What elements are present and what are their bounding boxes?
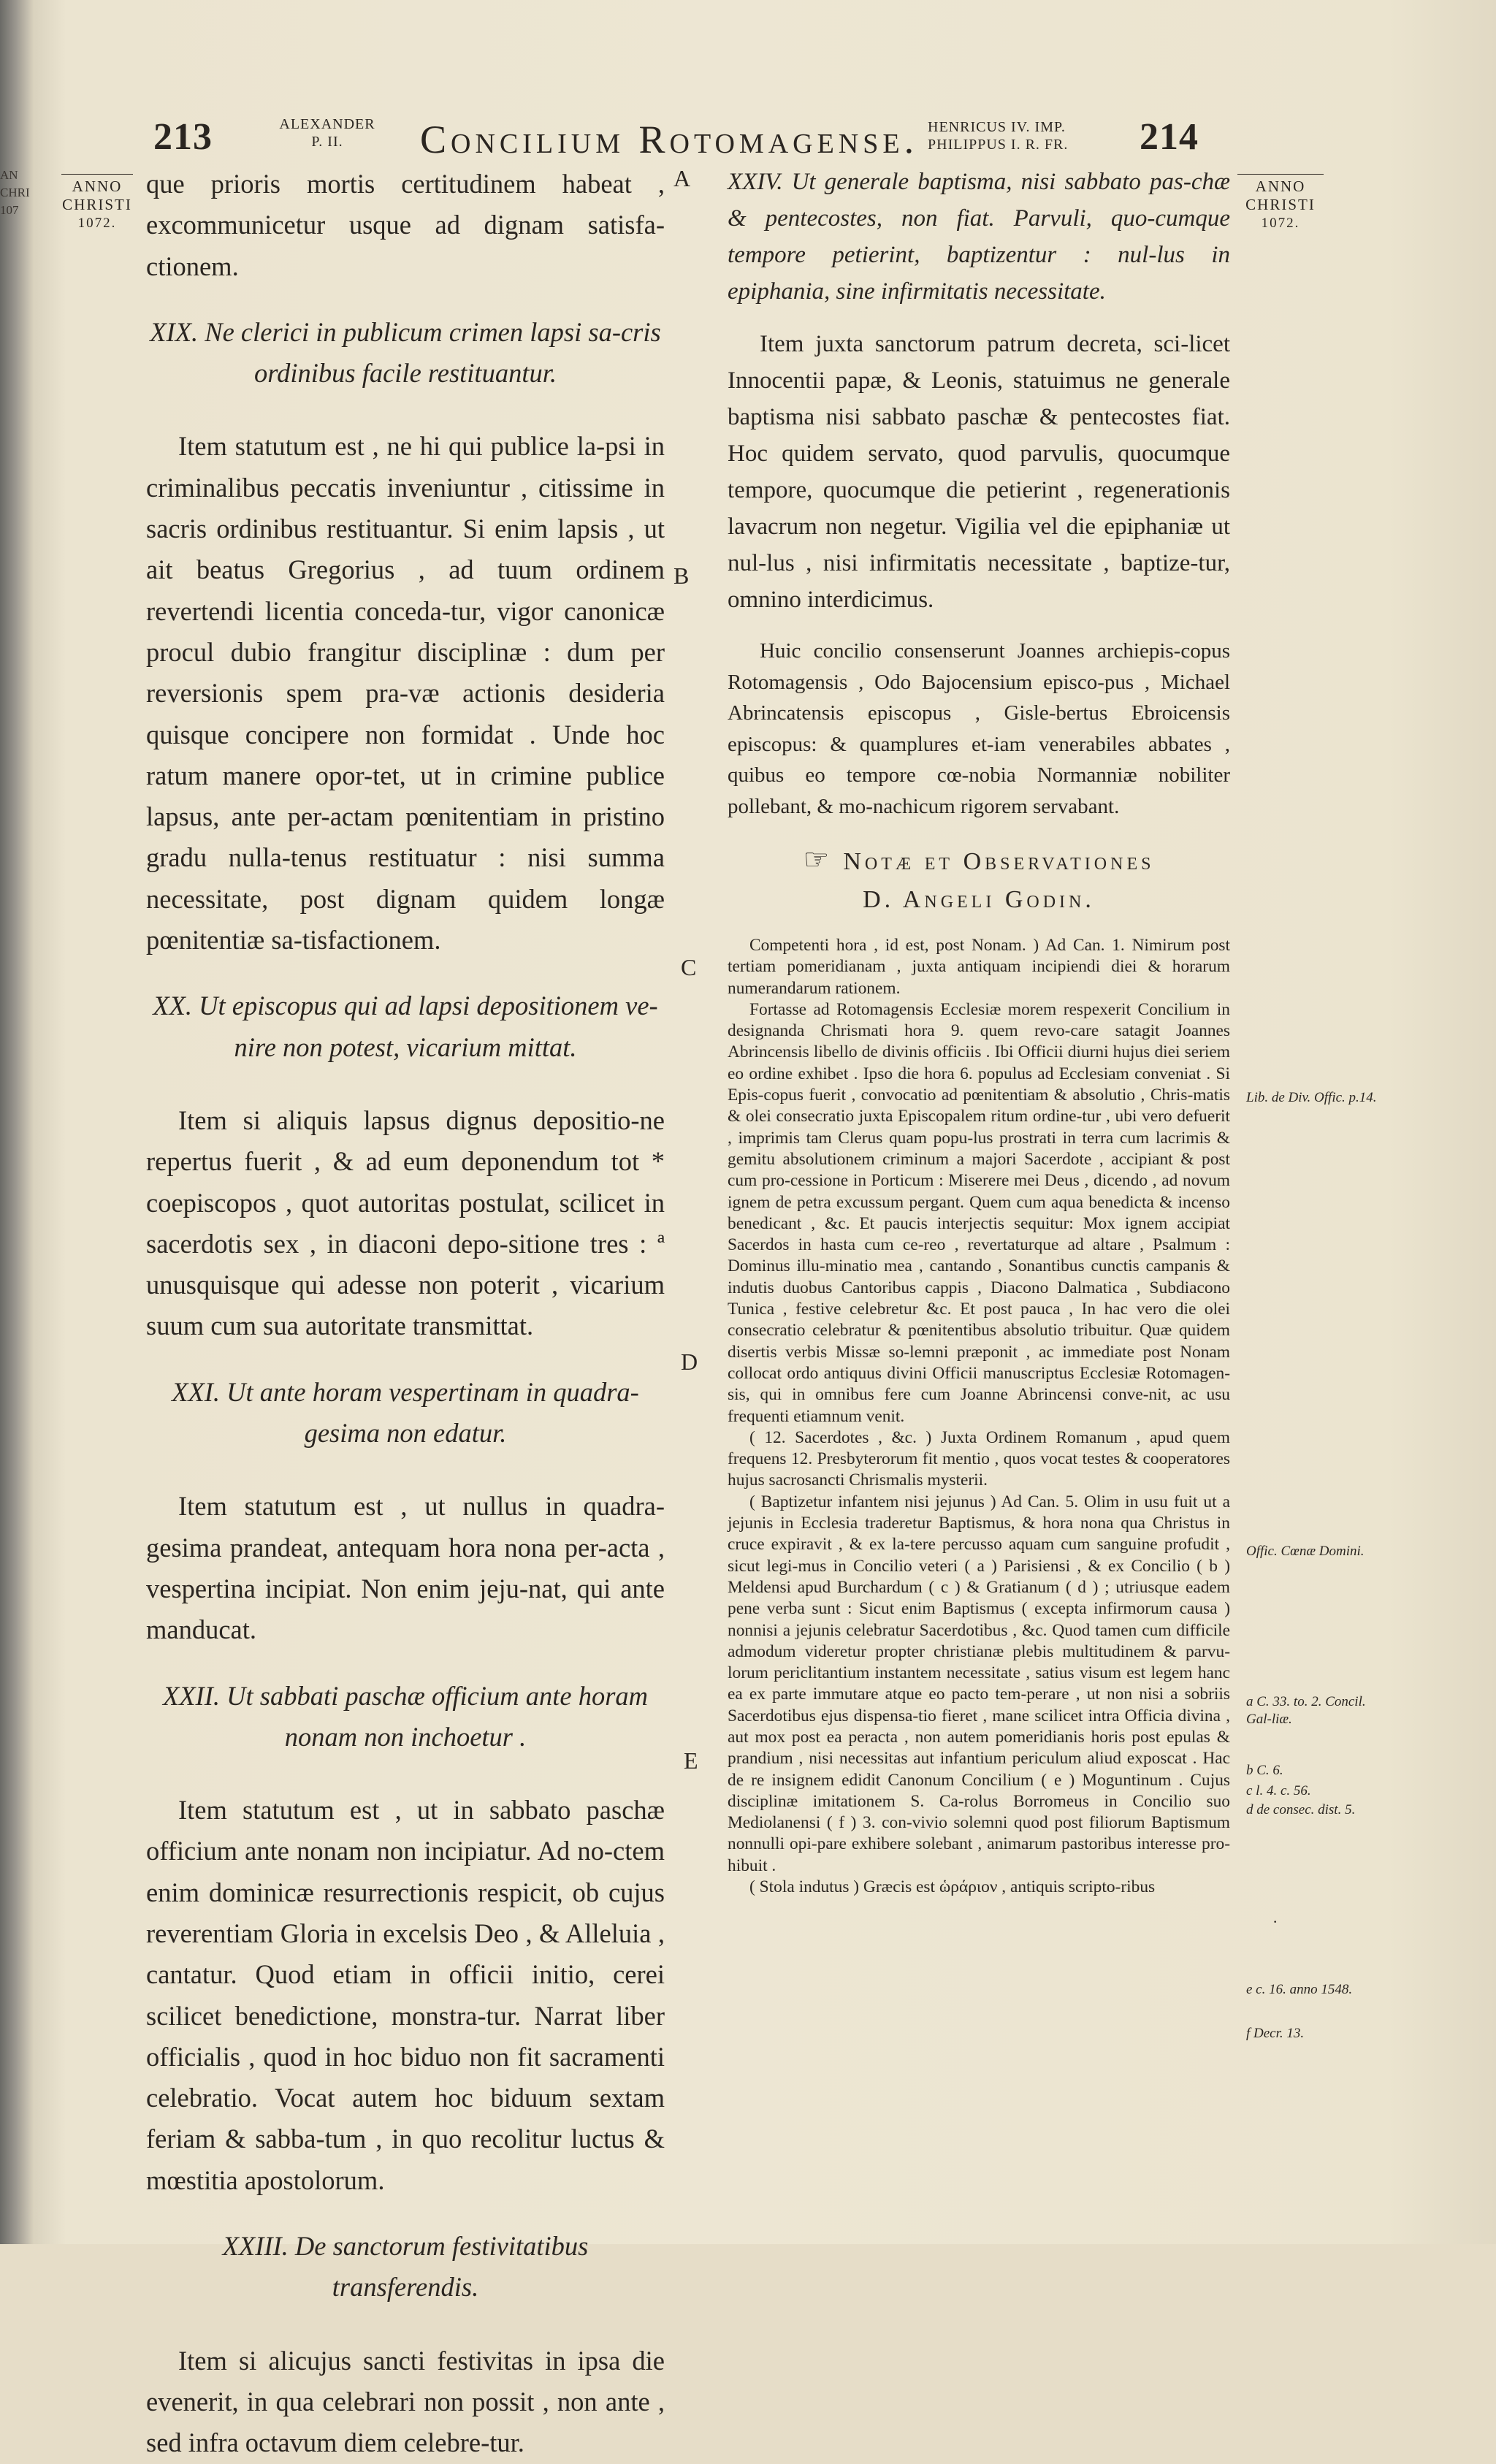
left-pope-label — [269, 115, 386, 150]
running-header — [0, 110, 1496, 161]
canon-heading-xxii: XXII. Ut sabbati paschæ officium ante horam nonam non inchoetur . — [162, 1680, 649, 1752]
king-name: PHILIPPUS I. R. FR. — [928, 137, 1069, 153]
page-title: Concilium Rotomagense. — [420, 118, 919, 161]
section-marker-b: B — [673, 562, 690, 589]
right-emperor-label — [928, 118, 1096, 153]
canon-heading-xx: XX. Ut episcopus qui ad lapsi depositionem ve-nire non potest, vicarium mittat. — [153, 991, 658, 1062]
pointing-hand-icon: ☞ — [803, 843, 833, 876]
side-note: b C. 6. — [1246, 1763, 1283, 1778]
right-page-number: 214 — [1140, 116, 1199, 158]
anno-word: ANNO — [72, 178, 123, 195]
canon-heading-xix: XIX. Ne clerici in publicum crimen lapsi sa-cris ordinibus facile restituantur. — [150, 316, 661, 389]
note-paragraph: Competenti hora , id est, post Nonam. ) Ad Can. 1. Nimirum post tertiam pomeridianam , juxta antiquam incipiendi diei & horarum numerandarum rationem. — [728, 936, 1230, 998]
fragment-line: 107 — [0, 203, 19, 217]
note-paragraph: Fortasse ad Rotomagensis Ecclesiæ morem respexerit Concilium in designanda Chrismati hora 9. quem revo-care satagit Joannes Abrincensis libello de divinis officiis . Ibi Officii diurni hujus diei seriem eo ordine exhibet . Ipso die hora 6. populus ad Ecclesiam conveniat . Si Epis-copus fuerit , convocatio ad pœnitentiam & absolutio , Chris-matis & olei consecratio juxta Episcopalem ritum ordine-tur , ubi vero defuerit , imprimis tam Clerus quam popu-lus prostrati in terra cum lacrimis & gemitu absolutionem criminum a majori Sacerdote , accipiant & post cum pro-cessione in Porticum : Miserere mei Deus , dicendo , ad novum ignem de petra excussum pergant. Quem cum aqua benedicta & incenso benedicant , &c. Et paucis interjectis sequitur: Mox ignem accipiat Sacerdos in hasta cum ce-reo , revertaturque ad altare , Psalmum : Dominus illu-minatio mea , cantando , Sonantibus cunctis campanis & indutis duobus Cantoribus cappis , Diacono Dalmatica , Subdiacono Tunica , festive celebretur &c. Et post pauca , In hac vero die olei consecratio celebratur & pœnitentibus absolutio tribuitur. Quæ quidem disertis verbis Missæ so-lemni præponit , ac immediate post Nonam collocat ordo antiquus divini Officii manuscriptus Ecclesiæ Rotomagen-sis, qui in omnibus fere cum Joanne Abrincensi conve-nit, ac usu frequenti etiamnum venit. — [728, 999, 1230, 1426]
left-column — [146, 164, 665, 2464]
year: 1072. — [1261, 215, 1300, 231]
section-marker-d: D — [681, 1349, 698, 1375]
pope-number: P. II. — [311, 134, 343, 150]
notes-heading — [728, 841, 1230, 881]
notes-heading-line: Notæ et Observationes — [843, 848, 1155, 875]
canon-heading-xxiv: XXIV. Ut generale baptisma, nisi sabbato pas-chæ & pentecostes, non fiat. Parvuli, quo-cumque tempore petierint, baptizentur : nul-lus in epiphania, sine infirmitatis necessitate. — [728, 169, 1230, 305]
fragment-line: CHRI — [0, 186, 30, 199]
anno-word: ANNO — [1255, 178, 1306, 195]
notes-author: D. Angeli Godin. — [863, 886, 1095, 913]
canon-heading-xxi: XXI. Ut ante horam vespertinam in quadra-gesima non edatur. — [172, 1376, 639, 1449]
notes-block — [728, 935, 1230, 1898]
stray-mark: · — [1272, 1912, 1278, 1931]
anno-christi-left — [57, 174, 137, 232]
paragraph: Item statutum est , ut in sabbato paschæ officium ante nonam non incipiatur. Ad no-ctem enim dominicæ resurrectionis respicit, ob cujus reverentiam Gloria in excelsis Deo , & Alleluia , cantatur. Quod etiam in officii initio, cerei scilicet benedictione, monstra-tur. Narrat liber officialis , quod in hoc biduo non fit sacramenti celebratio. Vocat autem hoc biduum sextam feriam & sabba-tum , in quo recolitur luctus & mœstitia apostolorum. — [146, 1795, 665, 2195]
divider — [61, 174, 133, 175]
christi-word: CHRISTI — [1245, 196, 1316, 213]
canon-heading-xxiii: XXIII. De sanctorum festivitatibus transferendis. — [222, 2231, 589, 2303]
section-marker-c: C — [681, 954, 697, 980]
subscription-paragraph: Huic concilio consenserunt Joannes archiepis-copus Rotomagensis , Odo Bajocensium episco-pus , Michael Abrincatensis episcopus , Gisle-bertus Ebroicensis episcopus: & quamplures et-iam venerabiles abbates , quibus eo tempore cœ-nobia Normanniæ nobiliter pollebant, & mo-nachicum rigorem servabant. — [728, 639, 1230, 818]
anno-christi-right — [1233, 174, 1328, 232]
side-note: a C. 33. to. 2. Concil. Gal-liæ. — [1246, 1694, 1366, 1727]
paragraph: Item juxta sanctorum patrum decreta, sci-licet Innocentii papæ, & Leonis, statuimus ne generale baptisma nisi sabbato paschæ & pentecostes fiat. Hoc quidem servato, quod parvulis, quocumque tempore, quocumque die petierint , regenerationis lavacrum non negetur. Vigilia vel die epiphaniæ ut nul-lus , nisi infirmitatis necessitate , baptize-tur, omnino interdicimus. — [728, 331, 1230, 613]
left-page-number: 213 — [153, 116, 213, 158]
side-note: e c. 16. anno 1548. — [1246, 1982, 1353, 1997]
note-paragraph: ( Baptizetur infantem nisi jejunus ) Ad Can. 5. Olim in usu fuit ut a jejunis in Ecclesia traderetur Baptismus, & hora nona qua Christus in cruce expiravit , & ex la-tere percusso aquam cum sanguine profudit , sicut legi-mus in Concilio veteri ( a ) Parisiensi , & ex Concilio ( b ) Meldensi apud Burchardum ( c ) & Gratianum ( d ) ; utriusque eadem pene verba sunt : Sicut enim Baptismus ( excepta infirmorum causa ) nonnisi a jejunis celebratur Sacerdotibus , &c. Quod tamen cum difficile admodum videretur propter christianæ plebis multitudinem & parvu-lorum periclitantium instantem necessitate , satius visum est legem hanc ea ex parte immutare atque eo pacto tem-perare , ut non nisi a sobriis Sacerdotibus ejus dispensa-tio fieret , mane scilicet intra Officia divina , aut mox post ea peracta , non autem pomeridianis horis post epulas & prandium , nisi necessitas aut infantium periculum aliud exposcat . Hac de re insignem edidit Canonum Concilium ( e ) Moguntinum . Cujus disciplinæ imitationem S. Ca-rolus Borromeus in Concilio suo Mediolanensi ( f ) 3. con-vivio solemni quod post filiorum Baptismum nonnulli opi-pare exhibere solebant , animarum pastoribus interesse pro-hibuit . — [728, 1492, 1230, 1875]
paragraph: Item si alicujus sancti festivitas in ipsa die evenerit, in qua celebrari non possit , non ante , sed infra octavum diem celebre-tur. — [146, 2345, 665, 2458]
year: 1072. — [77, 215, 117, 231]
side-note: f Decr. 13. — [1246, 2026, 1305, 2041]
paragraph: Item statutum est , ut nullus in quadra-gesima prandeat, antequam hora nona per-acta , vespertina incipiat. Non enim jeju-nat, qui ante manducat. — [146, 1491, 665, 1645]
side-note: c l. 4. c. 56. — [1246, 1783, 1311, 1799]
section-marker-a: A — [673, 165, 691, 191]
pope-name: ALEXANDER — [279, 116, 375, 132]
divider — [1237, 174, 1324, 175]
side-note: d de consec. dist. 5. — [1246, 1802, 1356, 1818]
side-note: Lib. de Div. Offic. p.14. — [1246, 1090, 1377, 1105]
facing-page-fragment — [0, 167, 44, 247]
note-paragraph: ( Stola indutus ) Græcis est ὡράριον , antiquis scripto-ribus — [749, 1877, 1156, 1897]
paragraph: que prioris mortis certitudinem habeat , excommunicetur usque ad dignam satisfa-ctionem. — [146, 169, 665, 281]
paragraph: Item si aliquis lapsus dignus depositio-ne repertus fuerit , & ad eum deponendum tot * coepiscopos , quot autoritas postulat, scilicet in sacerdotis sex , in diaconi depo-sitione tres : ª unusquisque qui adesse non poterit , vicarium suum cum sua autoritate transmittat. — [146, 1105, 665, 1341]
christi-word: CHRISTI — [62, 196, 132, 213]
fragment-line: AN — [0, 168, 18, 182]
paragraph: Item statutum est , ne hi qui publice la-psi in criminalibus peccatis inveniuntur , citissime in sacris ordinibus restituantur. Si enim lapsis , ut ait beatus Gregorius , ad tuum ordinem revertendi licentia conceda-tur, vigor canonicæ procul dubio frangitur disciplinæ : dum per reversionis spem pra-væ actionis desideria quisque concipere non formidat . Unde hoc ratum manere opor-tet, ut in crimine publice lapsus, ante per-actam pœnitentiam in pristino gradu nulla-tenus restituatur : nisi summa necessitate, post dignam quidem longæ pœnitentiæ sa-tisfactionem. — [146, 431, 665, 956]
emperor-name: HENRICUS IV. IMP. — [928, 119, 1066, 135]
note-paragraph: ( 12. Sacerdotes , &c. ) Juxta Ordinem Romanum , apud quem frequens 12. Presbyterorum fit mentio , quos vocat testes & cooperatores hujus sacrosancti Chrismalis mysterii. — [728, 1427, 1230, 1490]
side-note: Offic. Cœnæ Domini. — [1246, 1544, 1365, 1559]
right-column — [728, 164, 1230, 1898]
section-marker-e: E — [684, 1747, 698, 1774]
